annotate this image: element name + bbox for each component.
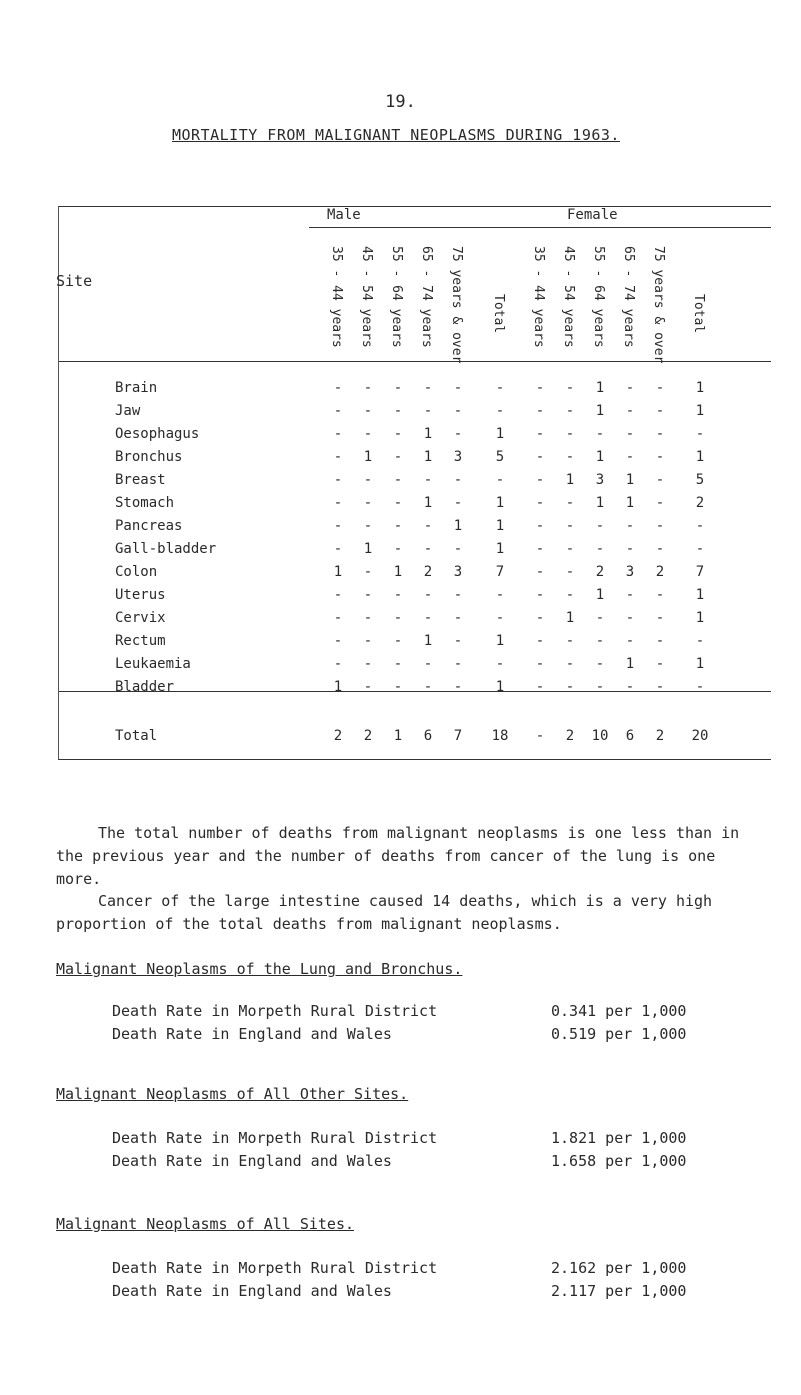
table-cell: - — [625, 610, 635, 626]
table-row-label: Jaw — [115, 403, 141, 419]
table-cell: - — [393, 449, 403, 465]
table-cell: - — [695, 541, 705, 557]
table-cell: - — [565, 656, 575, 672]
page-number: 19. — [385, 92, 416, 112]
table-cell: - — [393, 679, 403, 695]
table-cell: 1 — [495, 679, 505, 695]
table-cell: - — [535, 449, 545, 465]
table-cell: - — [333, 380, 343, 396]
table-cell: - — [595, 610, 605, 626]
table-cell: 3 — [453, 449, 463, 465]
table-cell: - — [495, 472, 505, 488]
table-cell: 2 — [565, 728, 575, 744]
column-header: 45 - 54 years — [561, 246, 576, 348]
table-cell: - — [655, 633, 665, 649]
table-cell: - — [495, 610, 505, 626]
rate-heading: Malignant Neoplasms of the Lung and Bronchus. — [56, 960, 463, 978]
table-cell: - — [595, 518, 605, 534]
table-cell: 5 — [495, 449, 505, 465]
table-cell: - — [535, 403, 545, 419]
table-cell: - — [333, 610, 343, 626]
table-cell: - — [363, 426, 373, 442]
table-cell: - — [625, 587, 635, 603]
table-cell: - — [453, 380, 463, 396]
table-cell: 2 — [595, 564, 605, 580]
table-cell: 1 — [495, 426, 505, 442]
table-cell: - — [695, 633, 705, 649]
table-cell: - — [535, 380, 545, 396]
table-cell: 1 — [695, 656, 705, 672]
table-cell: - — [655, 495, 665, 511]
table-cell: - — [363, 380, 373, 396]
table-cell: - — [333, 587, 343, 603]
table-cell: 3 — [595, 472, 605, 488]
table-cell: 2 — [363, 728, 373, 744]
column-header: Total — [691, 294, 706, 334]
table-cell: - — [453, 426, 463, 442]
table-cell: 1 — [695, 610, 705, 626]
table-cell: 2 — [655, 564, 665, 580]
table-cell: - — [535, 426, 545, 442]
table-cell: - — [565, 679, 575, 695]
rate-value: 2.162 per 1,000 — [551, 1259, 687, 1277]
rate-label: Death Rate in Morpeth Rural District — [112, 1129, 438, 1147]
table-row-label: Stomach — [115, 495, 175, 511]
table-cell: 6 — [423, 728, 433, 744]
table-row-label: Gall-bladder — [115, 541, 217, 557]
table-cell: - — [363, 610, 373, 626]
table-cell: 10 — [591, 728, 609, 744]
table-cell: 18 — [491, 728, 509, 744]
table-cell: - — [423, 587, 433, 603]
table-cell: - — [333, 426, 343, 442]
table-cell: 1 — [423, 449, 433, 465]
table-cell: - — [655, 472, 665, 488]
table-cell: - — [565, 564, 575, 580]
table-cell: - — [453, 403, 463, 419]
table-cell: - — [535, 495, 545, 511]
table-cell: - — [363, 403, 373, 419]
rate-heading: Malignant Neoplasms of All Sites. — [56, 1215, 355, 1233]
table-cell: - — [565, 633, 575, 649]
table-cell: - — [363, 495, 373, 511]
column-header: 55 - 64 years — [591, 246, 606, 348]
table-cell: - — [535, 564, 545, 580]
column-header: 55 - 64 years — [389, 246, 404, 348]
rate-label: Death Rate in Morpeth Rural District — [112, 1002, 438, 1020]
table-cell: 1 — [393, 564, 403, 580]
table-cell: 1 — [333, 564, 343, 580]
rate-value: 1.658 per 1,000 — [551, 1152, 687, 1170]
column-header: 65 - 74 years — [621, 246, 636, 348]
total-row-label: Total — [115, 728, 158, 744]
table-cell: 1 — [423, 426, 433, 442]
table-cell: - — [363, 518, 373, 534]
table-cell: - — [423, 380, 433, 396]
table-cell: - — [595, 633, 605, 649]
page-title: MORTALITY FROM MALIGNANT NEOPLASMS DURING 1963. — [172, 126, 620, 144]
table-cell: 2 — [423, 564, 433, 580]
table-cell: - — [495, 403, 505, 419]
paragraph: The total number of deaths from malignant neoplasms is one less than in the previous year and the number of deaths from cancer of the lung is one more. — [56, 824, 740, 888]
table-cell: - — [625, 426, 635, 442]
table-cell: 1 — [363, 449, 373, 465]
table-cell: - — [565, 495, 575, 511]
table-cell: 1 — [595, 403, 605, 419]
table-cell: 1 — [495, 541, 505, 557]
table-cell: - — [565, 518, 575, 534]
table-cell: - — [393, 472, 403, 488]
table-row-label: Leukaemia — [115, 656, 191, 672]
table-cell: - — [625, 679, 635, 695]
column-header: 35 - 44 years — [329, 246, 344, 348]
table-cell: - — [333, 449, 343, 465]
table-cell: - — [695, 426, 705, 442]
table-cell: 2 — [695, 495, 705, 511]
table-cell: - — [363, 472, 373, 488]
table-cell: - — [535, 587, 545, 603]
table-cell: 1 — [495, 495, 505, 511]
table-cell: 1 — [625, 495, 635, 511]
table-row-label: Brain — [115, 380, 158, 396]
table-cell: 3 — [453, 564, 463, 580]
table-cell: 1 — [595, 449, 605, 465]
table-cell: - — [625, 541, 635, 557]
table-cell: 1 — [363, 541, 373, 557]
table-cell: - — [595, 656, 605, 672]
table-cell: - — [535, 633, 545, 649]
table-cell: - — [393, 426, 403, 442]
column-header: 65 - 74 years — [419, 246, 434, 348]
table-cell: - — [655, 679, 665, 695]
table-cell: - — [423, 610, 433, 626]
rate-heading: Malignant Neoplasms of All Other Sites. — [56, 1085, 409, 1103]
table-cell: - — [393, 587, 403, 603]
table-cell: - — [535, 728, 545, 744]
table-cell: - — [655, 541, 665, 557]
table-row-label: Uterus — [115, 587, 166, 603]
rate-label: Death Rate in England and Wales — [112, 1282, 392, 1300]
table-cell: 20 — [691, 728, 709, 744]
table-cell: - — [393, 495, 403, 511]
table-cell: - — [453, 587, 463, 603]
table-cell: 1 — [695, 380, 705, 396]
table-cell: - — [363, 587, 373, 603]
table-cell: - — [363, 633, 373, 649]
table-cell: 5 — [695, 472, 705, 488]
table-cell: - — [495, 656, 505, 672]
rate-value: 0.519 per 1,000 — [551, 1025, 687, 1043]
table-cell: - — [333, 633, 343, 649]
table-cell: - — [655, 380, 665, 396]
table-cell: 7 — [495, 564, 505, 580]
table-row-label: Oesophagus — [115, 426, 200, 442]
table-cell: 1 — [495, 518, 505, 534]
rate-value: 1.821 per 1,000 — [551, 1129, 687, 1147]
table-cell: - — [655, 610, 665, 626]
table-cell: - — [565, 541, 575, 557]
table-cell: 3 — [625, 564, 635, 580]
female-header: Female — [567, 207, 618, 223]
table-cell: - — [535, 610, 545, 626]
table-cell: - — [333, 656, 343, 672]
table-cell: - — [625, 380, 635, 396]
table-cell: 1 — [423, 495, 433, 511]
table-cell: - — [655, 518, 665, 534]
table-cell: - — [363, 564, 373, 580]
table-cell: - — [565, 587, 575, 603]
table-row-label: Breast — [115, 472, 166, 488]
table-cell: 1 — [595, 495, 605, 511]
table-cell: 1 — [595, 380, 605, 396]
column-header: 35 - 44 years — [531, 246, 546, 348]
table-cell: 2 — [655, 728, 665, 744]
male-header: Male — [327, 207, 361, 223]
table-cell: - — [363, 656, 373, 672]
table-cell: - — [565, 380, 575, 396]
table-cell: - — [363, 679, 373, 695]
table-cell: - — [625, 403, 635, 419]
table-cell: 1 — [695, 403, 705, 419]
table-cell: - — [495, 380, 505, 396]
table-cell: - — [655, 656, 665, 672]
table-row-label: Colon — [115, 564, 158, 580]
table-cell: - — [565, 403, 575, 419]
table-cell: - — [453, 656, 463, 672]
table-cell: - — [535, 518, 545, 534]
table-cell: 1 — [695, 449, 705, 465]
table-cell: - — [333, 472, 343, 488]
table-cell: - — [423, 472, 433, 488]
paragraph: Cancer of the large intestine caused 14 deaths, which is a very high proportion of the total deaths from malignant neoplasms. — [56, 892, 713, 933]
table-cell: - — [695, 679, 705, 695]
table-cell: - — [695, 518, 705, 534]
table-cell: - — [535, 541, 545, 557]
table-cell: 1 — [495, 633, 505, 649]
table-cell: - — [393, 380, 403, 396]
table-cell: - — [655, 403, 665, 419]
table-cell: 1 — [565, 472, 575, 488]
table-cell: - — [625, 518, 635, 534]
table-cell: - — [595, 679, 605, 695]
table-cell: - — [423, 403, 433, 419]
table-cell: - — [625, 633, 635, 649]
table-cell: - — [393, 541, 403, 557]
table-cell: - — [333, 403, 343, 419]
table-cell: - — [595, 541, 605, 557]
table-cell: - — [333, 518, 343, 534]
table-cell: 1 — [333, 679, 343, 695]
table-cell: 7 — [453, 728, 463, 744]
column-header: 75 years & over — [449, 246, 464, 364]
table-cell: 1 — [393, 728, 403, 744]
table-cell: - — [393, 518, 403, 534]
rate-label: Death Rate in Morpeth Rural District — [112, 1259, 438, 1277]
table-cell: - — [595, 426, 605, 442]
table-cell: 1 — [595, 587, 605, 603]
table-cell: - — [453, 633, 463, 649]
table-cell: - — [565, 449, 575, 465]
table-row-label: Cervix — [115, 610, 166, 626]
table-row-label: Bladder — [115, 679, 175, 695]
column-header: 45 - 54 years — [359, 246, 374, 348]
rate-value: 0.341 per 1,000 — [551, 1002, 687, 1020]
table-cell: - — [453, 541, 463, 557]
table-cell: - — [453, 610, 463, 626]
table-cell: 6 — [625, 728, 635, 744]
table-cell: 1 — [453, 518, 463, 534]
table-cell: 1 — [625, 472, 635, 488]
table-cell: - — [333, 495, 343, 511]
table-cell: - — [495, 587, 505, 603]
table-cell: - — [393, 610, 403, 626]
table-cell: - — [393, 656, 403, 672]
table-cell: - — [625, 449, 635, 465]
table-row-label: Bronchus — [115, 449, 183, 465]
table-cell: 1 — [695, 587, 705, 603]
site-header: Site — [56, 272, 93, 290]
table-cell: - — [655, 426, 665, 442]
table-cell: - — [423, 679, 433, 695]
table-row-label: Rectum — [115, 633, 166, 649]
table-cell: - — [333, 541, 343, 557]
table-cell: - — [423, 656, 433, 672]
table-cell: - — [655, 449, 665, 465]
rate-value: 2.117 per 1,000 — [551, 1282, 687, 1300]
table-cell: - — [423, 541, 433, 557]
table-cell: 1 — [565, 610, 575, 626]
table-cell: - — [565, 426, 575, 442]
table-cell: - — [393, 633, 403, 649]
table-cell: - — [535, 656, 545, 672]
table-cell: - — [453, 495, 463, 511]
table-cell: - — [453, 679, 463, 695]
table-cell: 7 — [695, 564, 705, 580]
table-row-label: Pancreas — [115, 518, 183, 534]
table-cell: - — [535, 472, 545, 488]
rate-label: Death Rate in England and Wales — [112, 1025, 392, 1043]
table-cell: 1 — [625, 656, 635, 672]
table-cell: 1 — [423, 633, 433, 649]
column-header: Total — [491, 294, 506, 334]
column-header: 75 years & over — [651, 246, 666, 364]
rate-label: Death Rate in England and Wales — [112, 1152, 392, 1170]
table-cell: - — [453, 472, 463, 488]
table-cell: - — [655, 587, 665, 603]
table-cell: 2 — [333, 728, 343, 744]
table-cell: - — [393, 403, 403, 419]
table-cell: - — [423, 518, 433, 534]
table-cell: - — [535, 679, 545, 695]
